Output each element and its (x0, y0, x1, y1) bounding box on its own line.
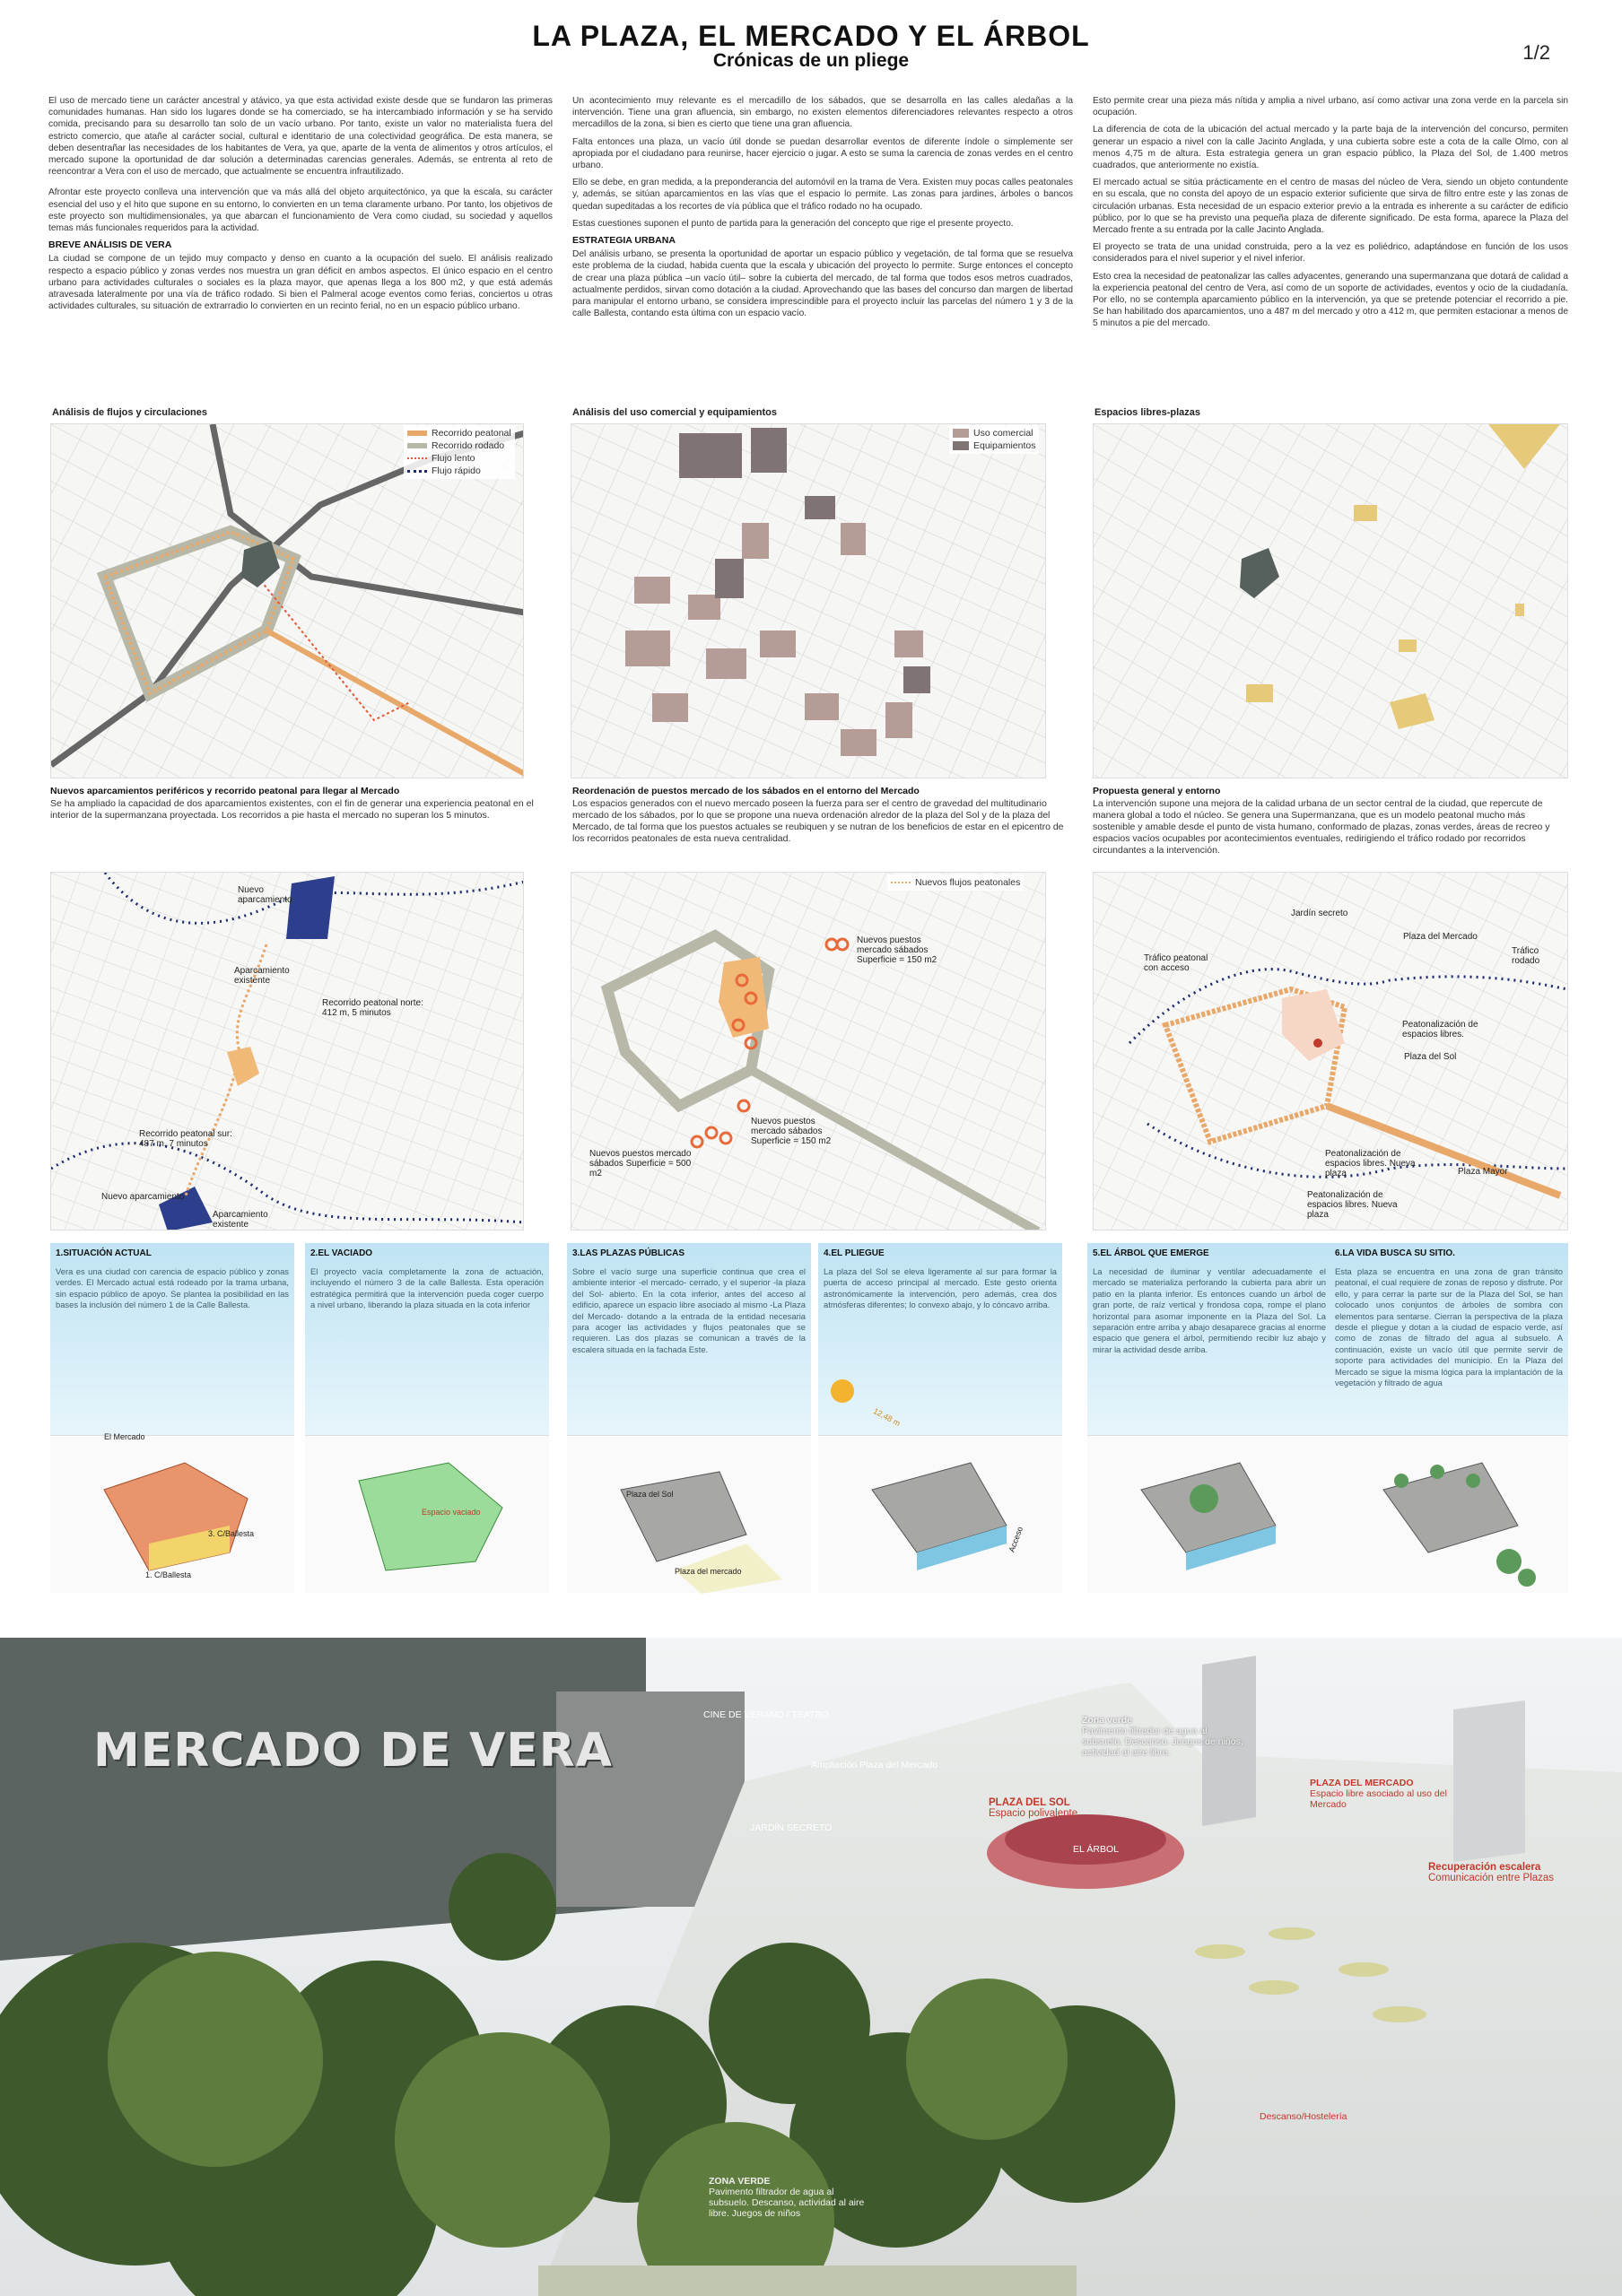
panel-title: 2.EL VACIADO (310, 1248, 373, 1258)
map-open-spaces (1093, 423, 1568, 778)
render-tag: PLAZA DEL SOL Espacio polivalente (989, 1797, 1078, 1819)
map-callout: Peatonalización de espacios libres. Nueva plaza (1325, 1149, 1416, 1178)
perspective-render (0, 1638, 1622, 2296)
map-label: Análisis del uso comercial y equipamientos (572, 407, 778, 418)
caption-heading: Propuesta general y entorno (1093, 786, 1221, 796)
section-heading: BREVE ANÁLISIS DE VERA (48, 239, 172, 251)
panel-label: Plaza del mercado (675, 1567, 742, 1576)
render-tag: Ampliación Plaza del Mercado (811, 1760, 938, 1770)
swatch-icon (891, 882, 911, 883)
swatch-icon (407, 443, 427, 448)
paragraph: El uso de mercado tiene un carácter ancestral y atávico, ya que esta actividad existe desde que se fundaron las primeras comunidades humanas. Han sido los lugares donde se ha comerciado, se ha intercambiado información y se ha servido comida, precisando para su desarrollo tan solo de un vacío urbano. Por tanto, existe un valor no materialista fuera del estricto comercio, que atañe al carácter social, cultural e identitario de una colectividad geográfica. De esta manera, se deben desentrañar las necesidades de los habitantes de Vera, ya que, aparte de la venta de alimentos y otros artículos, el mercado supone la oportunidad de dar solución a determinadas carencias generales. Además, se entrenta al reto de reencontrar a Vera con el uso de mercado, que actualmente se encuentra infrautilizado. (48, 96, 553, 178)
map-commercial (571, 423, 1046, 778)
paragraph: Ello se debe, en gran medida, a la preponderancia del automóvil en la trama de Vera. Existen muy pocas calles peatonales y, además, se sitúan aparcamientos en las vías que el espacio lo permite. Las zonas para jardines, árboles o bancos quedan supeditadas a los recortes de vía pública que el tráfico rodado no ha ocupado. (572, 178, 1073, 212)
panel-label: Plaza del Sol (626, 1490, 674, 1499)
map-label: Análisis de flujos y circulaciones (52, 407, 208, 418)
panel-label: El Mercado (104, 1432, 145, 1441)
paragraph: Falta entonces una plaza, un vacío útil donde se puedan desarrollar eventos de diferente índole o simplemente ser apropiada por el ciudadano para reunirse, hacer ejercicio o jugar. A esto se suma la carencia de zonas verdes en el centro urbano. (572, 136, 1073, 171)
page-number: 1/2 (1522, 41, 1550, 64)
sequence-panel (818, 1243, 1062, 1593)
paragraph: La ciudad se compone de un tejido muy compacto y denso en cuanto a la ocupación del suelo. El análisis realizado respecto a espacio público y zonas verdes nos muestra un gran déficit en ambos aspectos. El único espacio en el centro urbano para actividades culturales o sociales es la plaza mayor, que apenas llega a los 800 m2, y que está además atravesada lateralmente por una vía de tráfico rodado. Si bien el Palmeral acoge eventos como ferias, conciertos u otras actividades culturales, su situación de extrarradio lo convierten en un recinto ferial, no en un espacio público urbano. (48, 254, 553, 312)
market-sign: MERCADO DE VERA (93, 1724, 614, 1778)
map-callout: Peatonalización de espacios libres. (1402, 1020, 1478, 1039)
render-tag-title: PLAZA DEL MERCADO (1310, 1778, 1414, 1788)
caption-text: Los espacios generados con el nuevo mercado poseen la fuerza para ser el centro de gravedad del multitudinario mercado de los sábados, por lo que se propone una nueva ordenación alredor de la plaza del Sol y de la plaza del Mercado, de tal forma que los puestos actuales se reubiquen y se nutran de los beneficios de estar en el epicentro de los recorridos peatonales de esta nueva centralidad. (572, 798, 1064, 844)
map-callout: Aparcamiento existente (234, 966, 290, 986)
map-callout: Aparcamiento existente (213, 1210, 268, 1230)
legend-item: Recorrido peatonal (407, 427, 511, 439)
panel-title: 6.LA VIDA BUSCA SU SITIO. (1335, 1248, 1455, 1258)
caption (572, 786, 1073, 845)
map-callout: Plaza del Mercado (1403, 932, 1478, 942)
map-callout: Plaza del Sol (1404, 1052, 1457, 1062)
render-tag: ZONA VERDE Pavimento filtrador de agua al subsuelo. Descanso, actividad al aire libre. Juegos de niños (709, 2176, 870, 2219)
map-callout: Nuevos puestos mercado sábados Superficie = 150 m2 (857, 935, 937, 965)
panel-title: 5.EL ÁRBOL QUE EMERGE (1093, 1248, 1209, 1258)
panel-drawing (1330, 1435, 1568, 1593)
text-column-1 (48, 95, 553, 317)
paragraph: Un acontecimiento muy relevante es el mercadillo de los sábados, que se desarrolla en las calles aledañas a la intervención. Tiene una gran afluencia, sin embargo, no existen elementos diferenciadores relevantes respecto a otros mercadillos de la zona, si bien es cierto que tiene una gran afluencia. (572, 96, 1073, 130)
legend-item: Uso comercial (953, 427, 1035, 439)
map-open-spaces-drawing (1094, 424, 1568, 778)
paragraph: Esto crea la necesidad de peatonalizar las calles adyacentes, generando una supermanzana que dotará de calidad a la experiencia peatonal del centro de Vera, así como de un soporte de actividades, eventos y ocio de la ciudadanía. Por ello, no se contempla aparcamiento público en la intervención, ya que se pretende potenciar el recorrido a pie. Se han habilitado dos aparcamientos, uno a 487 m del mercado y otro a 412 m, que permiten estacionar a menos de 5 minutos a pie del mercado. (1093, 271, 1568, 329)
map-market-stalls (571, 872, 1046, 1231)
render-tag-title: ZONA VERDE (709, 2176, 771, 2187)
render-tag: CINE DE VERANO / TEATRO (703, 1709, 830, 1720)
sequence-panel (305, 1243, 549, 1593)
map-callout: Nuevo aparcamiento (238, 885, 292, 905)
swatch-icon (407, 470, 427, 473)
panel-drawing (50, 1432, 294, 1593)
map-callout: Peatonalización de espacios libres. Nueva plaza (1307, 1190, 1398, 1220)
panel-label: 12,48 m (871, 1406, 903, 1429)
paragraph: El mercado actual se sitúa prácticamente en el centro de masas del núcleo de Vera, siendo un objeto contundente en su escala, que no consta del apoyo de un espacio exterior suficiente que sirva de filtro entre este y las zonas de circulación urbanas. Esta necesidad de un espacio exterior previo a la entrada es inherente a su carácter de edificio público, por lo que se ha previsto una pequeña plaza de diferente significado. De esta forma, aparece la Plaza del Mercado frente a su entrada por la calle Jacinto Anglada. (1093, 178, 1568, 236)
panel-text: El proyecto vacía completamente la zona de actuación, incluyendo el número 3 de la calle Ballesta. Esta operación estratégica permitirá que la intervención pueda coger cuerpo a nivel urbano, liberando la plaza situada en la cota inferior (310, 1266, 544, 1310)
render-tag: EL ÁRBOL (1073, 1844, 1119, 1855)
caption-text: Se ha ampliado la capacidad de dos aparcamientos existentes, con el fin de generar una experiencia peatonal en el interior de la supermanzana proyectada. Los recorridos a pie hasta el mercado no superan los 5 minutos. (50, 798, 534, 821)
legend-item: Equipamientos (953, 439, 1035, 452)
panel-label: 1. C/Ballesta (145, 1570, 192, 1579)
render-tag-title: PLAZA DEL SOL (989, 1797, 1070, 1808)
map-legend (404, 425, 515, 479)
caption-heading: Nuevos aparcamientos periféricos y recorrido peatonal para llegar al Mercado (50, 786, 400, 796)
map-parking (50, 872, 524, 1231)
paragraph: El proyecto se trata de una unidad construida, pero a la vez es poliédrico, adaptándose en función de los usos considerados para el nivel superior y el nivel inferior. (1093, 242, 1568, 265)
map-callout: Tráfico peatonal con acceso (1144, 953, 1208, 973)
map-callout: Nuevos puestos mercado sábados Superficie = 500 m2 (589, 1149, 692, 1178)
panel-title: 1.SITUACIÓN ACTUAL (56, 1248, 152, 1258)
panel-title: 4.EL PLIEGUE (824, 1248, 885, 1258)
paragraph: Afrontar este proyecto conlleva una intervención que va más allá del objeto arquitectónico, ya que la escala, su carácter esencial del uso y el hito que supone en su entorno, lo convierten en un tema claramente urbano. Por tanto, los objetivos de este proyecto son multidimensionales, ya que abarcan el funcionamiento de Vera como ciudad, su sociedad y aquellos temas más funcionales requeridos para la actividad. (48, 187, 553, 234)
map-callout: Recorrido peatonal norte: 412 m, 5 minutos (322, 998, 423, 1018)
map-callout: Recorrido peatonal sur: 487 m, 7 minutos (139, 1129, 232, 1149)
map-legend: Nuevos flujos peatonales (887, 874, 1024, 891)
panel-drawing (818, 1406, 1062, 1593)
map-callout: Plaza Mayor (1458, 1167, 1508, 1177)
panel-text: Sobre el vacío surge una superficie continua que crea el ambiente interior -el mercado- cerrado, y el superior -la plaza del Sol- abierto. En la cota inferior, antes del acceso al edificio, aparece un espacio libre asociado al mismo -La Plaza del Mercado- dotando a la entrada de la entidad necesaria para acoger las actividades y flujos peatonales que se requieren. Las dos plazas se comunican a través de la escalera situada en la fachada Este. (572, 1266, 806, 1354)
sequence-panel (1087, 1243, 1331, 1593)
sequence-panel (567, 1243, 811, 1593)
swatch-icon (953, 441, 969, 450)
panel-drawing (305, 1435, 549, 1593)
swatch-icon (407, 430, 427, 436)
render-tag: JARDÍN SECRETO (750, 1822, 833, 1833)
caption-heading: Reordenación de puestos mercado de los sábados en el entorno del Mercado (572, 786, 920, 796)
legend-item: Recorrido rodado (407, 439, 511, 452)
text-column-3 (1093, 95, 1568, 335)
panel-label: 3. C/Ballesta (208, 1529, 255, 1538)
map-commercial-drawing (571, 424, 1046, 778)
sequence-panel (1330, 1243, 1568, 1593)
caption (50, 786, 549, 822)
panel-drawing (567, 1435, 811, 1593)
section-heading: ESTRATEGIA URBANA (572, 235, 676, 247)
sun-icon (831, 1379, 854, 1403)
map-callout: Nuevos puestos mercado sábados Superficie = 150 m2 (751, 1117, 832, 1146)
map-parking-drawing (51, 873, 524, 1231)
panel-drawing (1087, 1435, 1331, 1593)
map-proposal (1093, 872, 1568, 1231)
panel-text: Vera es una ciudad con carencia de espacio público y zonas verdes. El Mercado actual está rodeado por la trama urbana, sin espacio público de apoyo. Se plantea la posibilidad en las bases la inclusión del número 1 de la Calle Ballesta. (56, 1266, 289, 1310)
panel-text: La necesidad de iluminar y ventilar adecuadamente el mercado se materializa perforando la cubierta para abrir un patio en la planta inferior. Es entonces cuando un árbol de gran porte, de raíz vertical y frondosa copa, rompe el plano horizontal para asomar imponente en la Plaza del Sol. La separación entre arriba y abajo desaparece gracias al enorme espacio que genera el árbol, permitiendo recibir luz abajo y mirar la actividad desde arriba. (1093, 1266, 1326, 1354)
map-callout: Jardín secreto (1291, 909, 1348, 918)
paragraph: Esto permite crear una pieza más nítida y amplia a nivel urbano, así como activar una zona verde en la parcela sin ocupación. (1093, 96, 1568, 118)
legend-item: Flujo rápido (407, 465, 511, 477)
swatch-icon (953, 429, 969, 438)
panel-label: Espacio vaciado (422, 1508, 481, 1517)
panel-text: Esta plaza se encuentra en una zona de gran tránsito peatonal, el cual requiere de zonas de reposo y disfrute. Por ello, y para cerrar la parte sur de la Plaza del Sol, se han colocado unos conjuntos de árboles de sombra con elementos para sentarse. Cierran la perspectiva de la plaza desde el pliegue y dotan a la ciudad de espacio verde, así como de zonas de filtrado del agua al subsuelo. A continuación, existe un vacío útil que permite servir de soporte para actividades del municipio. En la Plaza del Mercado se sigue la misma lógica para la implantación de la vegetación y filtrado de agua (1335, 1266, 1563, 1388)
render-tag: Zona verde Pavimento filtrador de agua al subsuelo. Descanso. Juegos de niños, actividad al aire libre. (1082, 1715, 1243, 1758)
map-legend (949, 425, 1039, 454)
panel-label: Acceso (1007, 1525, 1025, 1553)
render-tag: PLAZA DEL MERCADO Espacio libre asociado al uso del Mercado (1310, 1778, 1453, 1810)
render-tag: Recuperación escalera Comunicación entre Plazas (1428, 1862, 1554, 1883)
legend-item: Flujo lento (407, 452, 511, 465)
panel-title: 3.LAS PLAZAS PÚBLICAS (572, 1248, 685, 1258)
text-column-2 (572, 95, 1073, 325)
map-label: Espacios libres-plazas (1094, 407, 1200, 418)
swatch-icon (407, 457, 427, 459)
map-callout: Tráfico rodado (1512, 946, 1540, 966)
render-tag-title: Recuperación escalera (1428, 1862, 1541, 1873)
caption (1093, 786, 1568, 857)
page-title: LA PLAZA, EL MERCADO Y EL ÁRBOL (532, 20, 1090, 52)
render-tag-title: Zona verde (1082, 1715, 1133, 1726)
paragraph: Estas cuestiones suponen el punto de partida para la generación del concepto que rige el presente proyecto. (572, 218, 1014, 229)
page-subtitle: Crónicas de un pliege (712, 50, 910, 71)
paragraph: La diferencia de cota de la ubicación del actual mercado y la parte baja de la intervención del concurso, permiten generar un espacio a nivel con la calle Jacinto Anglada, y una cubierta sobre este a cota de la calle Olmo, con al menos 4,75 m de altura. Esta estrategia genera un gran espacio público, la Plaza del Sol, de 1.400 metros cuadrados, que anteriormente no existía. (1093, 125, 1568, 171)
render-tag: Descanso/Hostelería (1260, 2111, 1347, 2122)
map-callout: Nuevo aparcamiento (101, 1192, 185, 1202)
caption-text: La intervención supone una mejora de la calidad urbana de un sector central de la ciudad, que repercute de manera global a todo el núcleo. Se genera una Supermanzana, que es un modelo peatonal mucho más sostenible y amable desde el punto de vista humano, conformado de plazas, zonas verdes, áreas de recreo y espacios vacíos ocupables por acontecimientos eventuales, redirigiendo el tráfico rodado por recorridos circundantes a la intervención. (1093, 798, 1550, 856)
paragraph: Del análisis urbano, se presenta la oportunidad de aportar un espacio público y vegetación, de tal forma que se resuelva este problema de la ciudad, habida cuenta que la escala y ubicación del proyecto lo permite. Surge entonces el concepto de crear una plaza pública –un vacío útil– sobre la cubierta del mercado, de tal forma que todos esos metros cuadrados, actualmente perdidos, sirvan como dotación a la ciudad. Aprovechando que las bases del concurso dan margen de libertad para manipular el entorno urbano, se considera imprescindible para el proyecto incluir las parcelas del número 1 y 3 de la calle Ballesta, contando esta última con un espacio vacío. (572, 249, 1073, 319)
panel-text: La plaza del Sol se eleva ligeramente al sur para formar la puerta de acceso principal al mercado. Este gesto orienta astronómicamente la intervención, pero además, crea dos atmósferas diferentes; lo convexo abajo, y lo cóncavo arriba. (824, 1266, 1057, 1310)
sequence-panel (50, 1243, 294, 1593)
